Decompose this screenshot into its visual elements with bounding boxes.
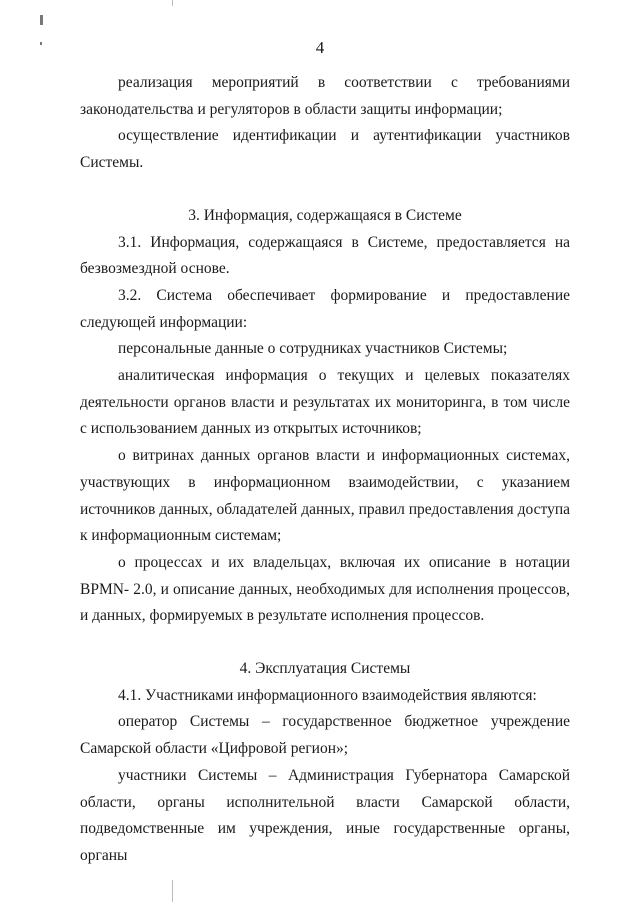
document-body (80, 70, 570, 870)
list-item: аналитическая информация о текущих и целевых показателях деятельности органов власти и результатах их мониторинга, в том числе с использованием данных из открытых источников; (80, 367, 570, 438)
paragraph: осуществление идентификации и аутентификации участников Системы. (80, 127, 570, 172)
paragraph: 3.2. Система обеспечивает формирование и предоставление следующей информации: (80, 286, 570, 331)
section-heading: 3. Информация, содержащаяся в Системе (188, 206, 462, 224)
scan-mark (172, 0, 173, 6)
page-number: 4 (315, 38, 325, 57)
scan-mark (172, 880, 173, 902)
scan-mark (40, 15, 43, 25)
list-item: о витринах данных органов власти и информационных системах, участвующих в информационном взаимодействии, с указанием источников данных, обладателей данных, правил предоставления доступа к информационным системам; (80, 447, 570, 545)
list-item: оператор Системы – государственное бюджетное учреждение Самарской области «Цифровой регион»; (80, 713, 570, 758)
list-item: участники Системы – Администрация Губернатора Самарской области, органы исполнительной власти Самарской области, подведомственные им учреждения, иные государственные органы, органы (80, 766, 570, 864)
list-item: о процессах и их владельцах, включая их описание в нотации BPMN- 2.0, и описание данных, необходимых для исполнения процессов, и данных, формируемых в результате исполнения процессов. (80, 553, 570, 625)
paragraph: 4.1. Участниками информационного взаимодействия являются: (118, 686, 537, 704)
section-heading: 4. Эксплуатация Системы (239, 660, 411, 678)
paragraph: 3.1. Информация, содержащаяся в Системе, предоставляется на безвозмездной основе. (80, 233, 570, 278)
paragraph: реализация мероприятий в соответствии с требованиями законодательства и регуляторов в области защиты информации; (80, 74, 570, 118)
list-item: персональные данные о сотрудниках участников Системы; (118, 340, 508, 358)
